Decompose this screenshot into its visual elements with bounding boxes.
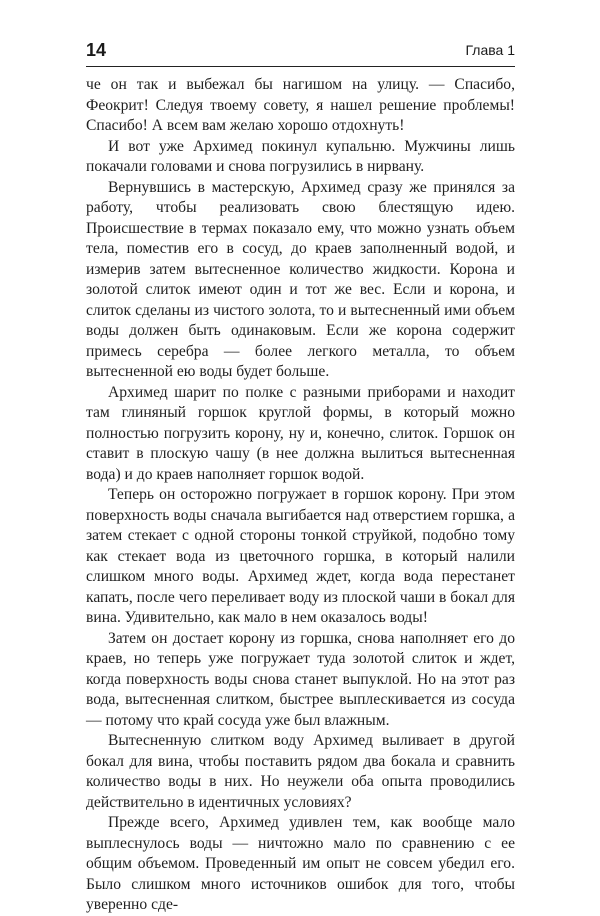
- paragraph: Вытесненную слитком воду Архимед выливает в другой бокал для вина, чтобы поставить рядом два бокала и сравнить количество воды в них. Но неужели оба опыта проводились действительно в идентичных условиях?: [86, 732, 515, 811]
- paragraph-continuation: че он так и выбежал бы нагишом на улицу. — Спасибо, Феокрит! Следуя твоему совету, я нашел решение проблемы! Спасибо! А всем вам желаю хорошо отдохнуть!: [86, 76, 515, 134]
- paragraph: Архимед шарит по полке с разными приборами и находит там глиняный горшок круглой формы, в который можно полностью погрузить корону, ну и, конечно, слиток. Горшок он ставит в плоскую чашу (в нее должна вылиться вытесненная вода) и до краев наполняет горшок водой.: [86, 383, 515, 483]
- page-header: [86, 38, 515, 64]
- paragraph: Прежде всего, Архимед удивлен тем, как вообще мало выплеснулось воды — ничтожно мало по сравнению с ее общим объемом. Проведенный им опыт не совсем убедил его. Было слишком много источников ошибок для того, чтобы уверенно сде-: [86, 814, 515, 913]
- header-rule: [86, 66, 515, 67]
- paragraph: Теперь он осторожно погружает в горшок корону. При этом поверхность воды сначала выгибается над отверстием горшка, а затем стекает с одной стороны тонкой струйкой, подобно тому как стекает вода из цветочного горшка, в который налили слишком много воды. Архимед ждет, когда вода перестанет капать, после чего переливает воду из плоской чаши в бокал для вина. Удивительно, как мало в нем оказалось воды!: [86, 486, 515, 626]
- chapter-title: Глава 1: [465, 42, 515, 58]
- body-text: [86, 75, 515, 916]
- page-number: 14: [86, 40, 107, 60]
- paragraph: И вот уже Архимед покинул купальню. Мужчины лишь покачали головами и снова погрузились в нирвану.: [86, 137, 515, 175]
- paragraph: Затем он достает корону из горшка, снова наполняет его до краев, но теперь уже погружает туда золотой слиток и ждет, когда поверхность воды снова станет выпуклой. Но на этот раз вода, вытесненная слитком, быстрее выплескивается из сосуда — потому что край сосуда уже был влажным.: [86, 629, 515, 729]
- paragraph: Вернувшись в мастерскую, Архимед сразу же принялся за работу, чтобы реализовать свою блестящую идею. Происшествие в термах показало ему, что можно узнать объем тела, поместив его в сосуд, до краев заполненный водой, и измерив затем вытесненное количество жидкости. Корона и золотой слиток имеют один и тот же вес. Если и корона, и слиток сделаны из чистого золота, то и вытесненный ими объем воды должен быть одинаковым. Если же корона содержит примесь серебра — более легкого металла, то объем вытесненной ею воды будет больше.: [86, 178, 515, 380]
